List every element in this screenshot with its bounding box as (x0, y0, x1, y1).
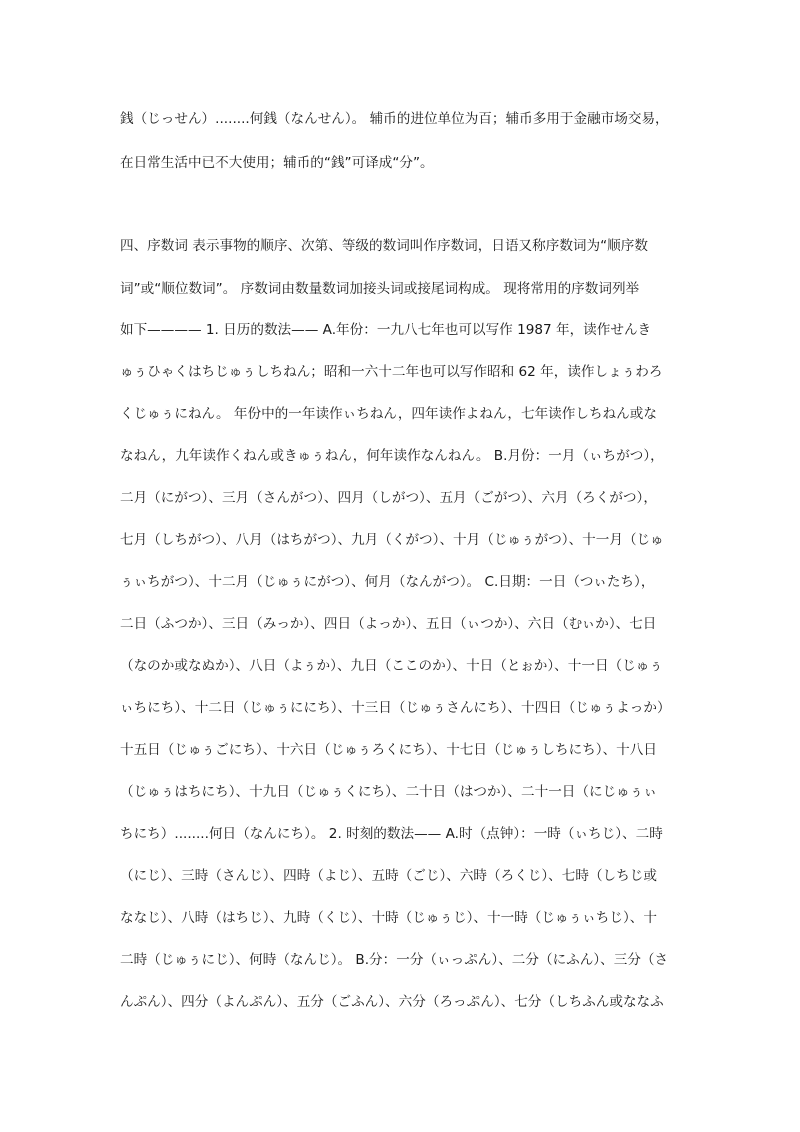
paragraph-2-line-14: （じゅぅはちにち）、十九日（じゅぅくにち）、二十日（はつか）、二十一日（にじゅぅぃ (120, 784, 657, 800)
paragraph-2-line-16: （にじ）、三時（さんじ）、四時（よじ）、五時（ごじ）、六時（ろくじ）、七時（しちじ或 (120, 868, 657, 884)
paragraph-2-line-6: なねん，九年读作くねん或きゅぅねん，何年读作なんねん。 B.月份：一月（ぃちがつ）， (120, 448, 664, 464)
paragraph-2-line-3: 如下———— 1. 日历的数法—— A.年份：一九八七年也可以写作 1987 年，读作せんき (120, 322, 652, 338)
paragraph-2-line-12: ぃちにち）、十二日（じゅぅににち）、十三日（じゅぅさんにち）、十四日（じゅぅよっか） (120, 700, 671, 716)
paragraph-2-line-17: ななじ）、八時（はちじ）、九時（くじ）、十時（じゅぅじ）、十一時（じゅぅぃちじ）、十 (120, 910, 657, 926)
paragraph-2-line-18: 二時（じゅぅにじ）、何時（なんじ）。 B.分：一分（ぃっぷん）、二分（にふん）、三分（さ (120, 952, 669, 968)
paragraph-2-line-7: 二月（にがつ）、三月（さんがつ）、四月（しがつ）、五月（ごがつ）、六月（ろくがつ）， (120, 490, 657, 506)
paragraph-2-line-9: ぅぃちがつ）、十二月（じゅぅにがつ）、何月（なんがつ）。 C.日期：一日（つぃたち）， (120, 574, 655, 590)
paragraph-2-line-19: んぷん）、四分（よんぷん）、五分（ごふん）、六分（ろっぷん）、七分（しちふん或ななふ (120, 994, 664, 1010)
paragraph-2-line-11: （なのか或なぬか）、八日（よぅか）、九日（ここのか）、十日（とぉか）、十一日（じゅぅ (120, 658, 663, 674)
paragraph-2-line-8: 七月（しちがつ）、八月（はちがつ）、九月（くがつ）、十月（じゅぅがつ）、十一月（じゅ (120, 532, 664, 548)
paragraph-2-line-10: 二日（ふつか）、三日（みっか）、四日（よっか）、五日（ぃつか）、六日（むぃか）、七日 (120, 616, 657, 632)
paragraph-2-line-13: 十五日（じゅぅごにち）、十六日（じゅぅろくにち）、十七日（じゅぅしちにち）、十八日 (120, 742, 657, 758)
paragraph-1-line-2: 在日常生活中已不大使用；辅币的“銭”可译成“分”。 (120, 155, 434, 171)
paragraph-2-line-2: 词”或“顺位数词”。 序数词由数量数词加接头词或接尾词构成。 现将常用的序数词列举 (120, 281, 640, 297)
paragraph-2-line-1: 四、序数词 表示事物的顺序、次第、等级的数词叫作序数词，日语又称序数词为“顺序数 (120, 238, 648, 254)
paragraph-2-line-4: ゅぅひゃくはちじゅぅしちねん；昭和一六十二年也可以写作昭和 62 年，读作しょぅわろ (120, 364, 663, 380)
paragraph-1-line-1: 銭（じっせん）........何銭（なんせん）。 辅币的进位单位为百；辅币多用于金融市场交易， (120, 111, 669, 127)
paragraph-2-line-5: くじゅぅにねん。 年份中的一年读作ぃちねん，四年读作よねん，七年读作しちねん或な (120, 406, 657, 422)
paragraph-2-line-15: ちにち）........何日（なんにち）。 2. 时刻的数法—— A.时（点钟）：一時（ぃちじ）、二時 (120, 826, 663, 842)
